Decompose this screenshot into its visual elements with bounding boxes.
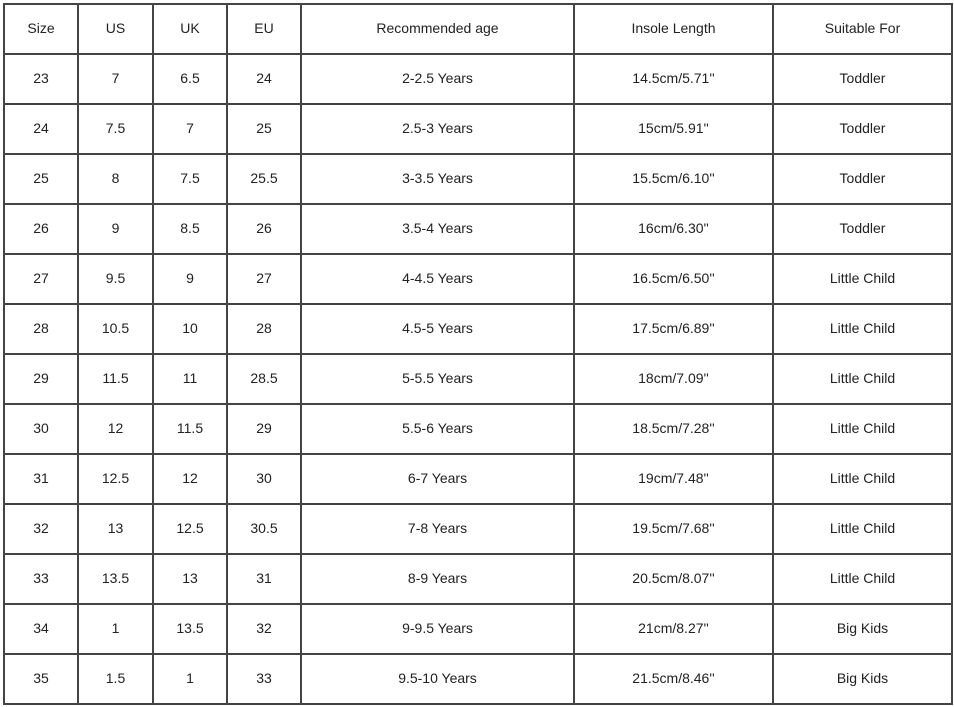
cell-insole-length: 21.5cm/8.46''	[574, 654, 773, 704]
cell-uk: 10	[153, 304, 227, 354]
table-row	[4, 554, 952, 604]
cell-size: 28	[4, 304, 78, 354]
cell-size: 30	[4, 404, 78, 454]
header-insole-length: Insole Length	[574, 4, 773, 54]
cell-eu: 28	[227, 304, 301, 354]
cell-size: 33	[4, 554, 78, 604]
cell-recommended-age: 4-4.5 Years	[301, 254, 574, 304]
cell-recommended-age: 7-8 Years	[301, 504, 574, 554]
cell-us: 9	[78, 204, 153, 254]
cell-us: 7	[78, 54, 153, 104]
cell-insole-length: 17.5cm/6.89''	[574, 304, 773, 354]
cell-eu: 25.5	[227, 154, 301, 204]
size-chart-table	[3, 3, 953, 705]
cell-size: 34	[4, 604, 78, 654]
cell-uk: 7	[153, 104, 227, 154]
cell-recommended-age: 3.5-4 Years	[301, 204, 574, 254]
cell-recommended-age: 9.5-10 Years	[301, 654, 574, 704]
cell-uk: 1	[153, 654, 227, 704]
cell-insole-length: 16cm/6.30''	[574, 204, 773, 254]
table-row	[4, 254, 952, 304]
cell-us: 10.5	[78, 304, 153, 354]
cell-recommended-age: 9-9.5 Years	[301, 604, 574, 654]
cell-us: 7.5	[78, 104, 153, 154]
cell-eu: 32	[227, 604, 301, 654]
cell-eu: 24	[227, 54, 301, 104]
cell-size: 24	[4, 104, 78, 154]
table-row	[4, 604, 952, 654]
table-row	[4, 504, 952, 554]
cell-recommended-age: 5.5-6 Years	[301, 404, 574, 454]
cell-us: 12.5	[78, 454, 153, 504]
cell-suitable-for: Big Kids	[773, 604, 952, 654]
cell-eu: 28.5	[227, 354, 301, 404]
cell-uk: 13	[153, 554, 227, 604]
cell-recommended-age: 2.5-3 Years	[301, 104, 574, 154]
cell-uk: 12.5	[153, 504, 227, 554]
table-row	[4, 404, 952, 454]
cell-uk: 9	[153, 254, 227, 304]
cell-eu: 30.5	[227, 504, 301, 554]
table-row	[4, 354, 952, 404]
table-row	[4, 304, 952, 354]
cell-size: 25	[4, 154, 78, 204]
cell-size: 31	[4, 454, 78, 504]
cell-recommended-age: 4.5-5 Years	[301, 304, 574, 354]
cell-size: 27	[4, 254, 78, 304]
cell-uk: 8.5	[153, 204, 227, 254]
cell-suitable-for: Toddler	[773, 54, 952, 104]
cell-uk: 11.5	[153, 404, 227, 454]
cell-eu: 33	[227, 654, 301, 704]
cell-uk: 7.5	[153, 154, 227, 204]
cell-eu: 27	[227, 254, 301, 304]
cell-insole-length: 21cm/8.27''	[574, 604, 773, 654]
cell-eu: 29	[227, 404, 301, 454]
table-row	[4, 104, 952, 154]
cell-us: 8	[78, 154, 153, 204]
cell-suitable-for: Little Child	[773, 354, 952, 404]
cell-recommended-age: 2-2.5 Years	[301, 54, 574, 104]
cell-size: 23	[4, 54, 78, 104]
cell-suitable-for: Toddler	[773, 204, 952, 254]
cell-suitable-for: Little Child	[773, 304, 952, 354]
cell-eu: 30	[227, 454, 301, 504]
cell-suitable-for: Toddler	[773, 154, 952, 204]
cell-us: 13.5	[78, 554, 153, 604]
cell-eu: 26	[227, 204, 301, 254]
cell-insole-length: 16.5cm/6.50''	[574, 254, 773, 304]
cell-insole-length: 19cm/7.48''	[574, 454, 773, 504]
cell-us: 13	[78, 504, 153, 554]
cell-us: 1.5	[78, 654, 153, 704]
cell-us: 12	[78, 404, 153, 454]
table-row	[4, 154, 952, 204]
cell-uk: 13.5	[153, 604, 227, 654]
cell-insole-length: 15cm/5.91''	[574, 104, 773, 154]
table-row	[4, 204, 952, 254]
cell-size: 26	[4, 204, 78, 254]
cell-suitable-for: Little Child	[773, 404, 952, 454]
cell-recommended-age: 6-7 Years	[301, 454, 574, 504]
header-size: Size	[4, 4, 78, 54]
header-row	[4, 4, 952, 54]
cell-uk: 11	[153, 354, 227, 404]
cell-suitable-for: Little Child	[773, 454, 952, 504]
cell-insole-length: 18cm/7.09''	[574, 354, 773, 404]
header-us: US	[78, 4, 153, 54]
header-eu: EU	[227, 4, 301, 54]
cell-eu: 31	[227, 554, 301, 604]
cell-suitable-for: Toddler	[773, 104, 952, 154]
cell-recommended-age: 5-5.5 Years	[301, 354, 574, 404]
header-suitable-for: Suitable For	[773, 4, 952, 54]
cell-size: 32	[4, 504, 78, 554]
cell-us: 9.5	[78, 254, 153, 304]
cell-suitable-for: Little Child	[773, 504, 952, 554]
cell-size: 29	[4, 354, 78, 404]
cell-us: 11.5	[78, 354, 153, 404]
cell-suitable-for: Little Child	[773, 254, 952, 304]
cell-size: 35	[4, 654, 78, 704]
cell-recommended-age: 8-9 Years	[301, 554, 574, 604]
cell-insole-length: 19.5cm/7.68''	[574, 504, 773, 554]
cell-insole-length: 14.5cm/5.71''	[574, 54, 773, 104]
table-row	[4, 454, 952, 504]
table-body	[4, 54, 952, 704]
cell-suitable-for: Little Child	[773, 554, 952, 604]
header-uk: UK	[153, 4, 227, 54]
cell-eu: 25	[227, 104, 301, 154]
cell-recommended-age: 3-3.5 Years	[301, 154, 574, 204]
cell-insole-length: 20.5cm/8.07''	[574, 554, 773, 604]
cell-us: 1	[78, 604, 153, 654]
cell-insole-length: 18.5cm/7.28''	[574, 404, 773, 454]
cell-uk: 12	[153, 454, 227, 504]
cell-insole-length: 15.5cm/6.10''	[574, 154, 773, 204]
cell-suitable-for: Big Kids	[773, 654, 952, 704]
table-row	[4, 54, 952, 104]
cell-uk: 6.5	[153, 54, 227, 104]
table-row	[4, 654, 952, 704]
header-recommended-age: Recommended age	[301, 4, 574, 54]
